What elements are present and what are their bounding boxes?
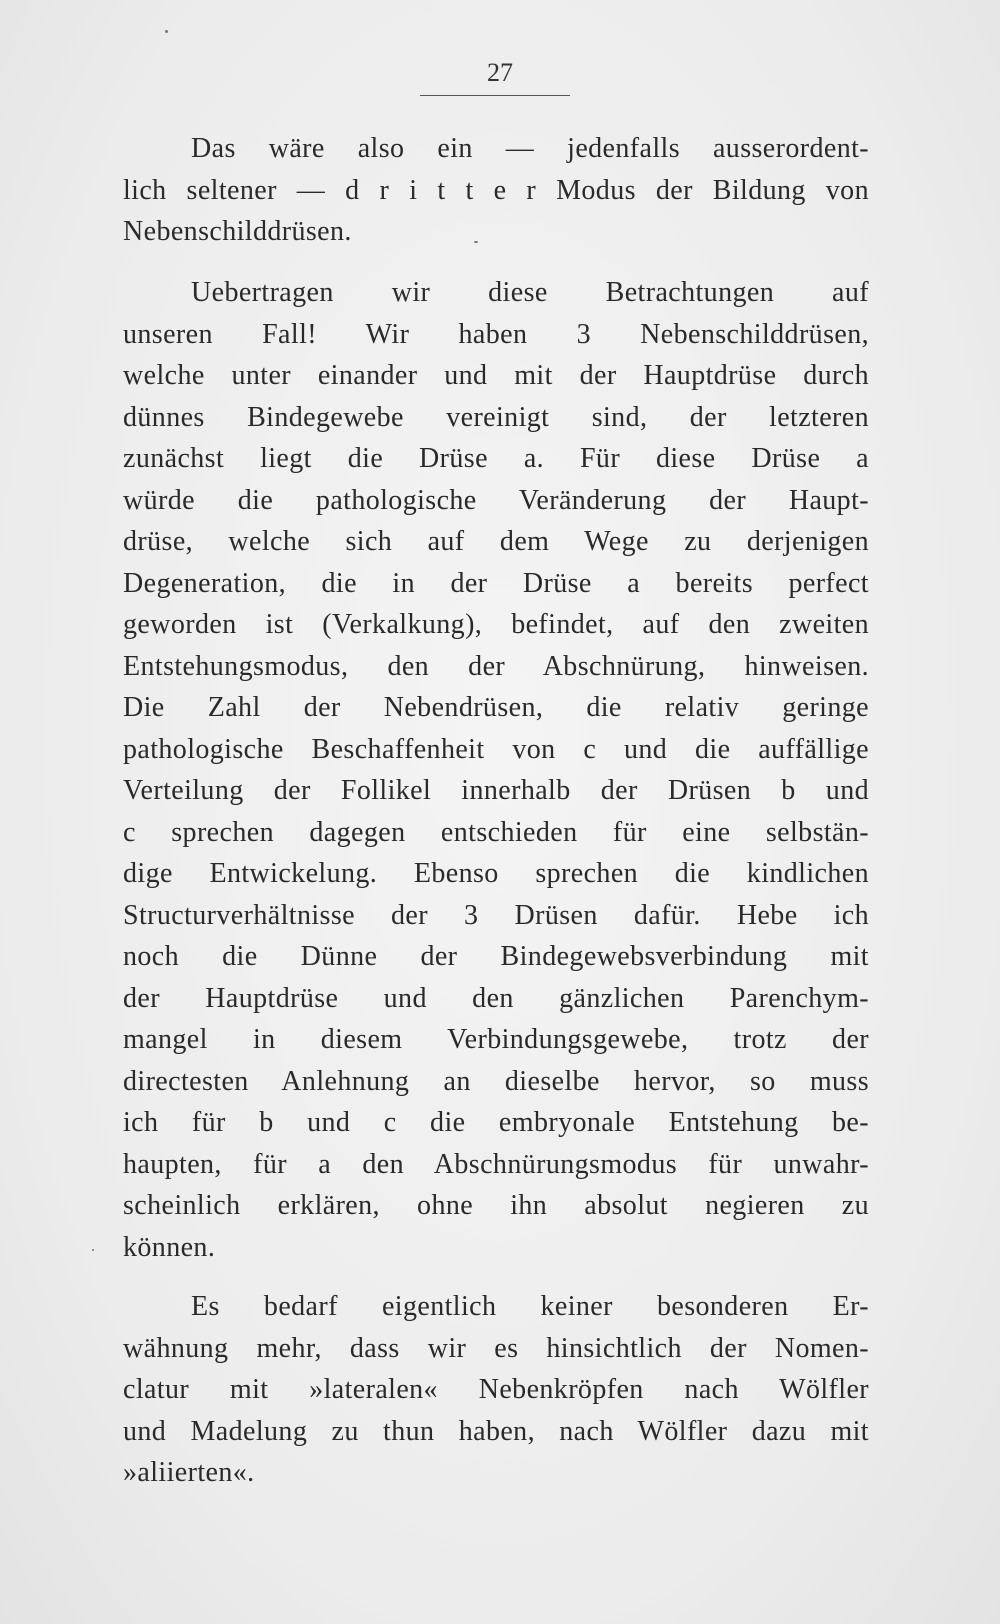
text-line: Uebertragen wir diese Betrachtungen auf [191,277,869,308]
text-line: scheinlich erklären, ohne ihn absolut negieren zu [123,1190,869,1221]
text-line: zunächst liegt die Drüse a. Für diese Drüse a [123,443,869,474]
text-line: welche unter einander und mit der Hauptdrüse durch [123,360,869,391]
text-line: Nebenschilddrüsen. [123,216,352,247]
text-line: können. [123,1231,216,1263]
text-line: mangel in diesem Verbindungsgewebe, trotz der [123,1024,869,1055]
paper-speck [92,1249,94,1251]
paper-speck [165,30,168,33]
text-line: lich seltener — d r i t t e r Modus der Bildung von [123,174,869,206]
text-line: Das wäre also ein — jedenfalls ausserordent- [191,133,869,164]
text-line: c sprechen dagegen entschieden für eine selbstän- [123,816,869,848]
text-line: clatur mit »lateralen« Nebenkröpfen nach Wölfler [123,1374,869,1405]
text-line: noch die Dünne der Bindegewebsverbindung mit [123,941,869,972]
text-line: drüse, welche sich auf dem Wege zu derjenigen [123,526,869,557]
text-line: haupten, für a den Abschnürungsmodus für unwahr- [123,1148,869,1180]
text-line: geworden ist (Verkalkung), befindet, auf den zweiten [123,609,869,640]
text-line: Die Zahl der Nebendrüsen, die relativ geringe [123,692,869,723]
text-line: ich für b und c die embryonale Entstehung be- [123,1107,869,1138]
paragraph-1 [123,128,869,253]
text-line: Es bedarf eigentlich keiner besonderen Er- [191,1291,869,1322]
paragraph-2 [123,272,869,1268]
page-number: 27 [487,58,513,87]
text-line: wähnung mehr, dass wir es hinsichtlich der Nomen- [123,1332,869,1364]
text-line: der Hauptdrüse und den gänzlichen Parenchym- [123,982,869,1014]
text-line: würde die pathologische Veränderung der Haupt- [123,484,869,516]
text-line: unseren Fall! Wir haben 3 Nebenschilddrüsen, [123,318,869,350]
text-line: Degeneration, die in der Drüse a bereits perfect [123,567,869,599]
paper-speck [474,241,478,243]
text-line: Verteilung der Follikel innerhalb der Drüsen b und [123,775,869,806]
paragraph-3 [123,1286,869,1494]
text-line: dige Entwickelung. Ebenso sprechen die kindlichen [123,858,869,889]
text-line: dünnes Bindegewebe vereinigt sind, der letzteren [123,401,869,433]
text-line: und Madelung zu thun haben, nach Wölfler dazu mit [123,1415,869,1447]
text-line: pathologische Beschaffenheit von c und die auffällige [123,733,869,765]
header-rule [420,95,570,96]
text-line: »aliierten«. [123,1457,255,1488]
text-line: Entstehungsmodus, den der Abschnürung, hinweisen. [123,650,869,682]
text-line: directesten Anlehnung an dieselbe hervor, so muss [123,1065,869,1097]
text-line: Structurverhältnisse der 3 Drüsen dafür. Hebe ich [123,899,869,931]
